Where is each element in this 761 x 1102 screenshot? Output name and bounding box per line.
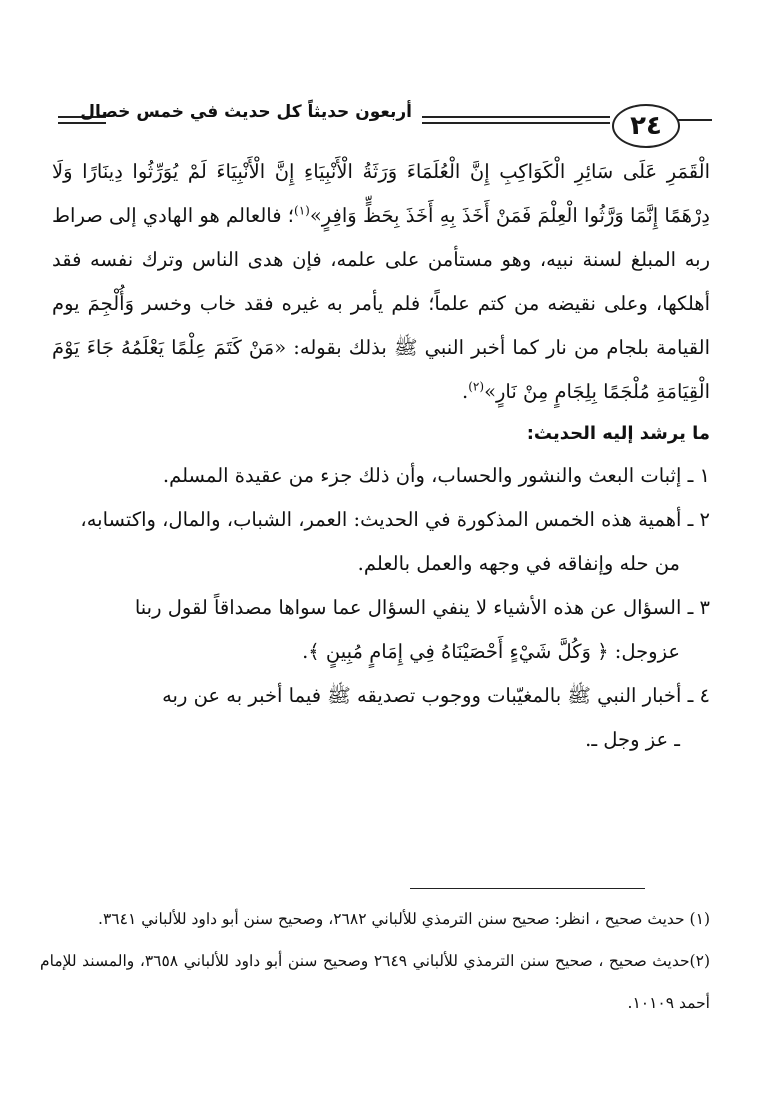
item-text: أهمية هذه الخمس المذكورة في الحديث: العمر، الشباب، والمال، واكتسابه،: [80, 508, 682, 531]
item-number: ٢ ـ: [687, 508, 710, 531]
main-text: [52, 150, 710, 762]
paragraph-end: .: [462, 380, 469, 403]
footnotes: [40, 898, 710, 1024]
item-number: ٤ ـ: [687, 684, 710, 707]
running-title: أربعون حديثاً كل حديث في خمس خصال: [80, 102, 412, 122]
footnote-separator: [410, 888, 645, 889]
item-text: السؤال عن هذه الأشياء لا ينفي السؤال عما سواها مصداقاً لقول ربنا: [134, 596, 682, 619]
page-header: [52, 100, 712, 146]
item-text: إثبات البعث والنشور والحساب، وأن ذلك جزء من عقيدة المسلم.: [162, 464, 682, 487]
header-rule-middle-2: [422, 122, 610, 124]
item-number: ١ ـ: [687, 464, 710, 487]
item-continuation: ـ عز وجل ـ.: [585, 728, 680, 751]
section-title: ما يرشد إليه الحديث:: [526, 423, 710, 444]
list-item-1: [52, 454, 710, 498]
header-rule-right: [676, 119, 712, 121]
header-rule-left-2: [58, 122, 106, 124]
page-number-badge: [612, 104, 680, 148]
header-rule-middle: [422, 116, 610, 118]
hadith-quote-2: مَنْ كَتَمَ عِلْمًا يَعْلَمُهُ جَاءَ يَوْمَ الْقِيَامَةِ مُلْجَمًا بِلِجَامٍ مِنْ نَارٍ»: [52, 336, 710, 403]
footnote-ref-1[interactable]: (١): [294, 203, 310, 218]
list-item-3: [52, 586, 710, 674]
footnote-1: (١) حديث صحيح ، انظر: صحيح سنن الترمذي للألباني ٢٦٨٢، وصحيح سنن أبو داود للألباني ٣٦٤١.: [98, 910, 710, 928]
footnote-2: (٢)حديث صحيح ، صحيح سنن الترمذي للألباني ٢٦٤٩ وصحيح سنن أبو داود للألباني ٣٦٥٨، والمسند للإمام أحمد ١٠١٠٩.: [40, 952, 710, 1012]
paragraph-text: ؛ فالعالم هو الهادي إلى صراط ربه المبلغ لسنة نبيه، وهو مستأمن على علمه، فإن هدى الناس وترك نفسه فقد أهلكها، وعلى نقيضه من كتم علماً؛ فلم يأمر به غيره فقد خاب وخسر وَأُلْجِمَ يوم القيامة بلجام من نار كما أخبر النبي ﷺ بذلك بقوله: «: [52, 204, 710, 359]
item-continuation: من حله وإنفاقه في وجهه والعمل بالعلم.: [357, 552, 680, 575]
opening-paragraph: [52, 150, 710, 414]
item-continuation: عزوجل: ﴿ وَكُلَّ شَيْءٍ أَحْصَيْنَاهُ فِي إِمَامٍ مُبِينٍ ﴾.: [302, 640, 680, 663]
item-text: أخبار النبي ﷺ بالمغيّبات ووجوب تصديقه ﷺ فيما أخبر به عن ربه: [162, 684, 682, 707]
footnote-ref-2[interactable]: (٢): [468, 379, 485, 394]
hadith-quote-1: الْقَمَرِ عَلَى سَائِرِ الْكَوَاكِبِ إِنَّ الْعُلَمَاءَ وَرَثَةُ الْأَنْبِيَاءِ إِنَّ الْأَنْبِيَاءَ لَمْ يُوَرِّثُوا دِينَارًا وَلَا دِرْهَمًا إِنَّمَا وَرَّثُوا الْعِلْمَ فَمَنْ أَخَذَ بِهِ أَخَذَ بِحَظٍّ وَافِرٍ»: [52, 160, 710, 227]
list-item-4: [52, 674, 710, 762]
list-item-2: [52, 498, 710, 586]
item-number: ٣ ـ: [687, 596, 710, 619]
page-number: ٢٤: [630, 111, 662, 141]
